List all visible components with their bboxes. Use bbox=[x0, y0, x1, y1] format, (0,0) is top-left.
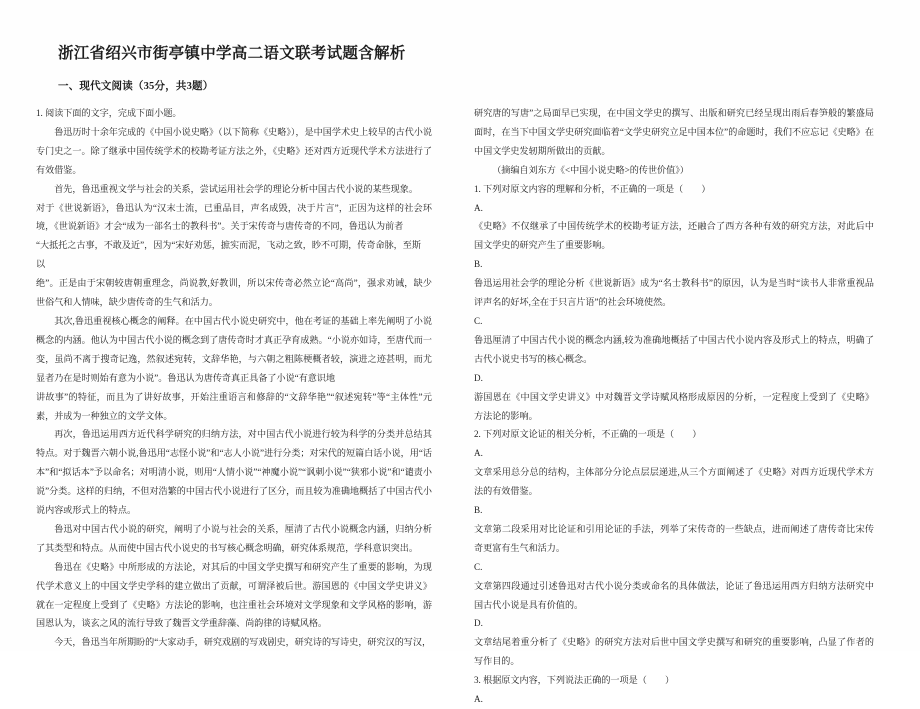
body-paragraph: 其次,鲁迅重视核心概念的阐释。在中国古代小说史研究中，他在考证的基础上率先阐明了小说概念的内涵。他认为中国古代小说的概念到了唐传奇时才真正孕育成熟。“小说亦如诗，至唐代而一变，虽尚不离于搜奇记逸，然叙述宛转，文辞华艳，与六朝之粗陈梗概者较，演进之迹甚明，而尤显者乃在是时则始有意为小说”。鲁迅认为唐传奇真正具备了小说“有意识地 bbox=[36, 315, 432, 383]
option-text: 文章结尾着重分析了《史略》的研究方法对后世中国文学史撰写和研究的重要影响，凸显了作者的写作目的。 bbox=[474, 637, 874, 667]
option-letter: C. bbox=[474, 315, 483, 326]
section-heading: 一、现代文阅读（35分，共3题） bbox=[58, 80, 214, 92]
source-citation: （摘编自刘东方《<中国小说史略>的传世价值》） bbox=[492, 164, 689, 175]
option-text: 鲁迅运用社会学的理论分析《世说新语》成为“名士教科书”的原因，认为是当时“读书人非常重视品评声名的好坏,全在于只言片语”的社会环境使然。 bbox=[474, 278, 874, 308]
option-letter: A. bbox=[474, 694, 483, 705]
body-paragraph: 首先，鲁迅重视文学与社会的关系，尝试运用社会学的理论分析中国古代小说的某些现象。 bbox=[54, 183, 418, 194]
body-paragraph: 鲁迅在《史略》中所形成的方法论，对其后的中国文学史撰写和研究产生了重要的影响，为现代学术意义上的中国文学史学科的建立做出了贡献，可谓泽被后世。游国恩的《中国文学史讲义》就在一定程度上受到了《史略》方法论的影响，也注重社会环境对文学现象和文学风格的影响，游国恩认为，谈玄之风的流行导致了魏晋文学重辞藻、尚韵律的诗赋风格。 bbox=[36, 561, 432, 629]
option-text: 文章采用总分总的结构，主体部分分论点层层递进,从三个方面阐述了《史略》对西方近现代学术方法的有效借鉴。 bbox=[474, 467, 874, 497]
option-letter: A. bbox=[474, 202, 483, 213]
option-letter: A. bbox=[474, 448, 483, 459]
body-paragraph: 绝”。正是由于宋朝较唐朝重理念，尚说教,好教训，所以宋传奇必然立论“高尚”，强求劝诫，缺少世俗气和人情味，缺少唐传奇的生气和活力。 bbox=[36, 278, 432, 308]
body-paragraph: “大抵托之古事，不敢及近”，因为“宋好劝惩，摭实而泥，飞动之致，眇不可期，传奇命脉，至斯 bbox=[36, 240, 421, 251]
page-title: 浙江省绍兴市街亭镇中学高二语文联考试题含解析 bbox=[58, 45, 406, 62]
body-paragraph: 鲁迅历时十余年完成的《中国小说史略》（以下简称《史略》），是中国学术史上较早的古代小说专门史之一。除了继承中国传统学术的校勘考证方法之外，《史略》还对西方近现代学术方法进行了有效借鉴。 bbox=[36, 126, 432, 175]
option-letter: D. bbox=[474, 372, 483, 383]
option-letter: B. bbox=[474, 505, 483, 516]
option-text: 鲁迅厘清了中国古代小说的概念内涵,较为准确地概括了中国古代小说内容及形式上的特点，明确了古代小说史书写的核心概念。 bbox=[474, 334, 874, 364]
body-paragraph: 鲁迅对中国古代小说的研究，阐明了小说与社会的关系，厘清了古代小说概念内涵，归纳分析了其类型和特点。从而使中国古代小说史的书写核心概念明确，研究体系规范，学科意识突出。 bbox=[36, 523, 432, 553]
option-text: 文章第二段采用对比论证和引用论证的手法，列举了宋传奇的一些缺点，进而阐述了唐传奇比宋传奇更富有生气和活力。 bbox=[474, 523, 874, 553]
question-line: 3. 根据原文内容，下列说法正确的一项是（ ） bbox=[474, 675, 675, 686]
title-block bbox=[58, 44, 458, 93]
body-paragraph: 讲故事”的特征，而且为了讲好故事，开始注重语言和修辞的“文辞华艳”“叙述宛转”等“主体性”元素，并成为一种独立的文学文体。 bbox=[36, 391, 432, 421]
body-paragraph: 以 bbox=[36, 259, 46, 270]
option-letter: B. bbox=[474, 259, 483, 270]
right-column bbox=[474, 104, 874, 709]
question-line: 2. 下列对原文论证的相关分析，不正确的一项是（ ） bbox=[474, 429, 702, 440]
left-column bbox=[36, 104, 432, 652]
body-paragraph: 研究唐的写唐”之局面早已实现，在中国文学史的撰写、出版和研究已经呈现出雨后春笋般的繁盛局面时，在当下中国文学史研究面临着“文学史研究立足中国本位”的命题时，我们不应忘记《史略》在中国文学史发轫期所做出的贡献。 bbox=[474, 108, 874, 156]
question-line: 1. 阅读下面的文字，完成下面小题。 bbox=[36, 108, 182, 118]
body-paragraph: 对于《世说新语》，鲁迅认为“汉末士流，已重品目，声名成毁，决于片言”，正因为这样的社会环境，《世说新语》才会“成为一部名士的教科书”。关于宋传奇与唐传奇的不同，鲁迅认为前者 bbox=[36, 202, 432, 232]
question-line: 1. 下列对原文内容的理解和分析，不正确的一项是（ ） bbox=[474, 183, 711, 194]
body-paragraph: 今天，鲁迅当年所期盼的“大家动手，研究戏剧的写戏剧史，研究诗的写诗史，研究汉的写汉， bbox=[54, 637, 432, 648]
option-letter: C. bbox=[474, 561, 483, 572]
option-text: 文章第四段通过引述鲁迅对古代小说分类或命名的具体做法，论证了鲁迅运用西方归纳方法研究中国古代小说是具有价值的。 bbox=[474, 580, 874, 610]
option-text: 《史略》不仅继承了中国传统学术的校勘考证方法，还融合了西方各种有效的研究方法，对此后中国文学史的研究产生了重要影响。 bbox=[474, 221, 874, 251]
body-paragraph: 再次，鲁迅运用西方近代科学研究的归纳方法，对中国古代小说进行较为科学的分类并总结其特点。对于魏晋六朝小说,鲁迅用“志怪小说”和“志人小说”进行分类；对宋代的短篇白话小说，用“话本”和“拟话本”予以命名；对明清小说，则用“人情小说”“神魔小说”“讽刺小说”“狭邪小说”和“谴责小说”分类。这样的归纳，不但对浩繁的中国古代小说进行了区分，而且较为准确地概括了中国古代小说内容或形式上的特点。 bbox=[36, 429, 432, 516]
option-text: 游国恩在《中国文学史讲义》中对魏晋文学诗赋风格形成原因的分析，一定程度上受到了《史略》方法论的影响。 bbox=[474, 391, 874, 421]
option-letter: D. bbox=[474, 618, 483, 629]
